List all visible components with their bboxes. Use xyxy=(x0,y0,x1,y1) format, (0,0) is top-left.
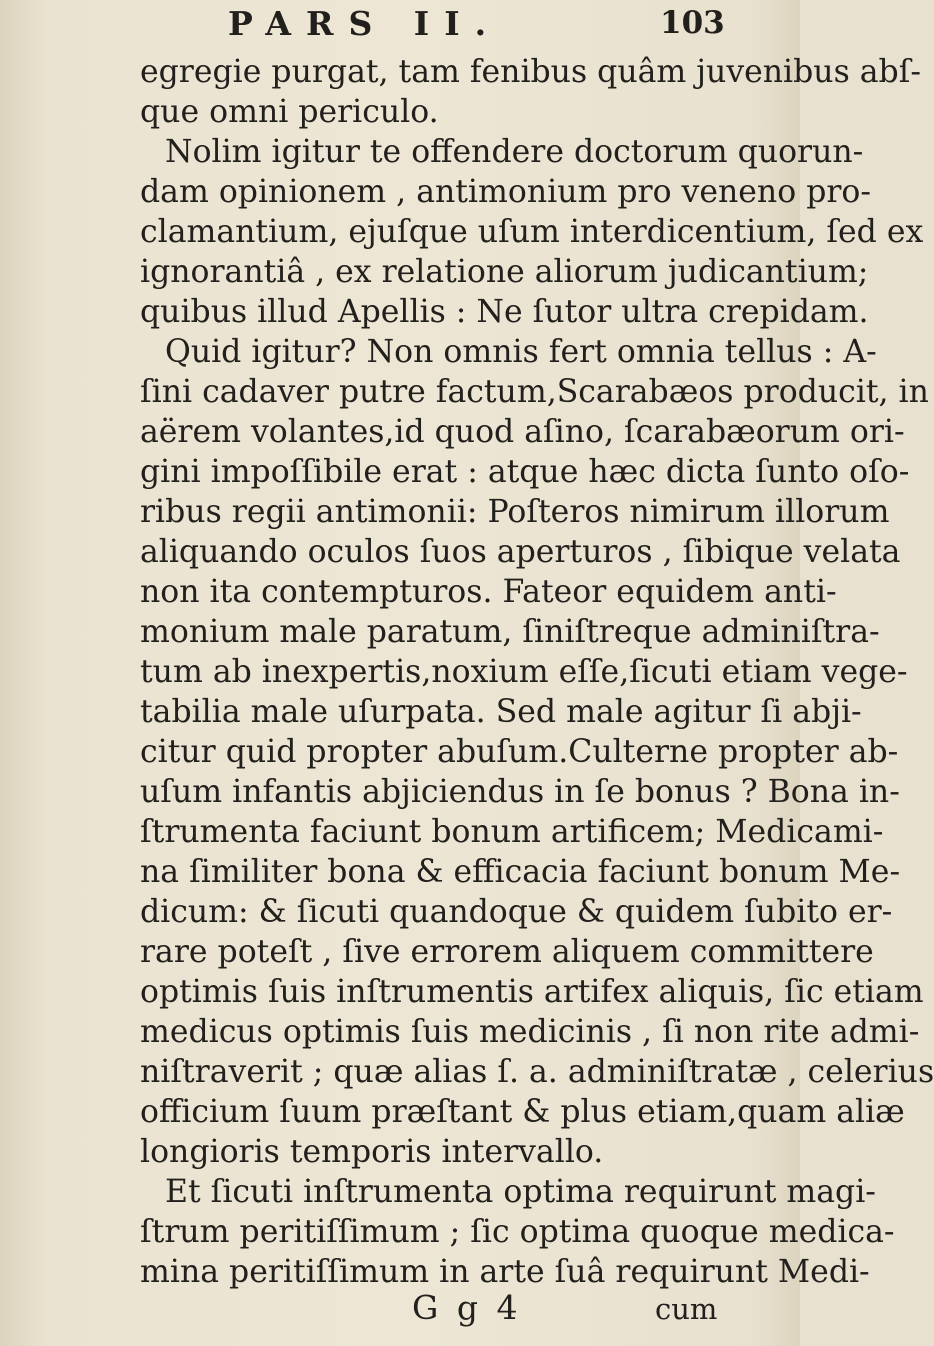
text-line: officium ſuum præſtant & plus etiam,quam aliæ xyxy=(140,1094,905,1130)
text-line: Nolim igitur te offendere doctorum quorun- xyxy=(165,134,864,170)
text-line: quibus illud Apellis : Ne ſutor ultra crepidam. xyxy=(140,294,869,330)
text-line: uſum infantis abjiciendus in ſe bonus ? Bona in- xyxy=(140,774,900,810)
text-line: citur quid propter abuſum.Culterne propter ab- xyxy=(140,734,899,770)
text-line: ribus regii antimonii: Poſteros nimirum illorum xyxy=(140,494,890,530)
text-line: optimis ſuis inſtrumentis artifex aliquis, ſic etiam xyxy=(140,974,924,1010)
text-line: mina peritiſſimum in arte ſuâ requirunt Medi- xyxy=(140,1254,870,1290)
text-line: niſtraverit ; quæ alias ſ. a. adminiſtratæ , celerius xyxy=(140,1054,934,1090)
text-line: longioris temporis intervallo. xyxy=(140,1134,604,1170)
text-line: Et ſicuti inſtrumenta optima requirunt magi- xyxy=(165,1174,876,1210)
text-line: tabilia male uſurpata. Sed male agitur ſi abji- xyxy=(140,694,862,730)
page-number: 103 xyxy=(660,5,725,41)
text-line: aliquando oculos ſuos aperturos , ſibique velata xyxy=(140,534,901,570)
running-head: PARS II. xyxy=(228,4,502,43)
text-line: Quid igitur? Non omnis fert omnia tellus : A- xyxy=(165,334,877,370)
text-line: aërem volantes,id quod aſino, ſcarabæorum ori- xyxy=(140,414,905,450)
text-line: dicum: & ſicuti quandoque & quidem ſubito er- xyxy=(140,894,893,930)
catchword: cum xyxy=(655,1292,718,1326)
text-line: na ſimiliter bona & efficacia faciunt bonum Me- xyxy=(140,854,901,890)
text-line: monium male paratum, ſiniſtreque adminiſtra- xyxy=(140,614,880,650)
signature-mark: G g 4 xyxy=(412,1288,522,1327)
text-line: ſtrumenta faciunt bonum artificem; Medicami- xyxy=(140,814,884,850)
text-line: ſini cadaver putre factum,Scarabæos producit, in xyxy=(140,374,929,410)
text-line: gini impoſſibile erat : atque hæc dicta ſunto oſo- xyxy=(140,454,910,490)
text-line: non ita contempturos. Fateor equidem anti- xyxy=(140,574,837,610)
text-line: tum ab inexpertis,noxium eſſe,ſicuti etiam vege- xyxy=(140,654,908,690)
text-line: medicus optimis ſuis medicinis , ſi non rite admi- xyxy=(140,1014,920,1050)
text-line: que omni periculo. xyxy=(140,94,439,130)
page-header xyxy=(0,4,800,44)
text-line: clamantium, ejuſque uſum interdicentium, ſed ex xyxy=(140,214,924,250)
text-line: ignorantiâ , ex relatione aliorum judicantium; xyxy=(140,254,869,290)
text-line: rare poteſt , ſive errorem aliquem committere xyxy=(140,934,874,970)
text-line: dam opinionem , antimonium pro veneno pro- xyxy=(140,174,872,210)
text-line: egregie purgat, tam fenibus quâm juvenibus abſ- xyxy=(140,54,921,90)
text-line: ſtrum peritiſſimum ; ſic optima quoque medica- xyxy=(140,1214,895,1250)
